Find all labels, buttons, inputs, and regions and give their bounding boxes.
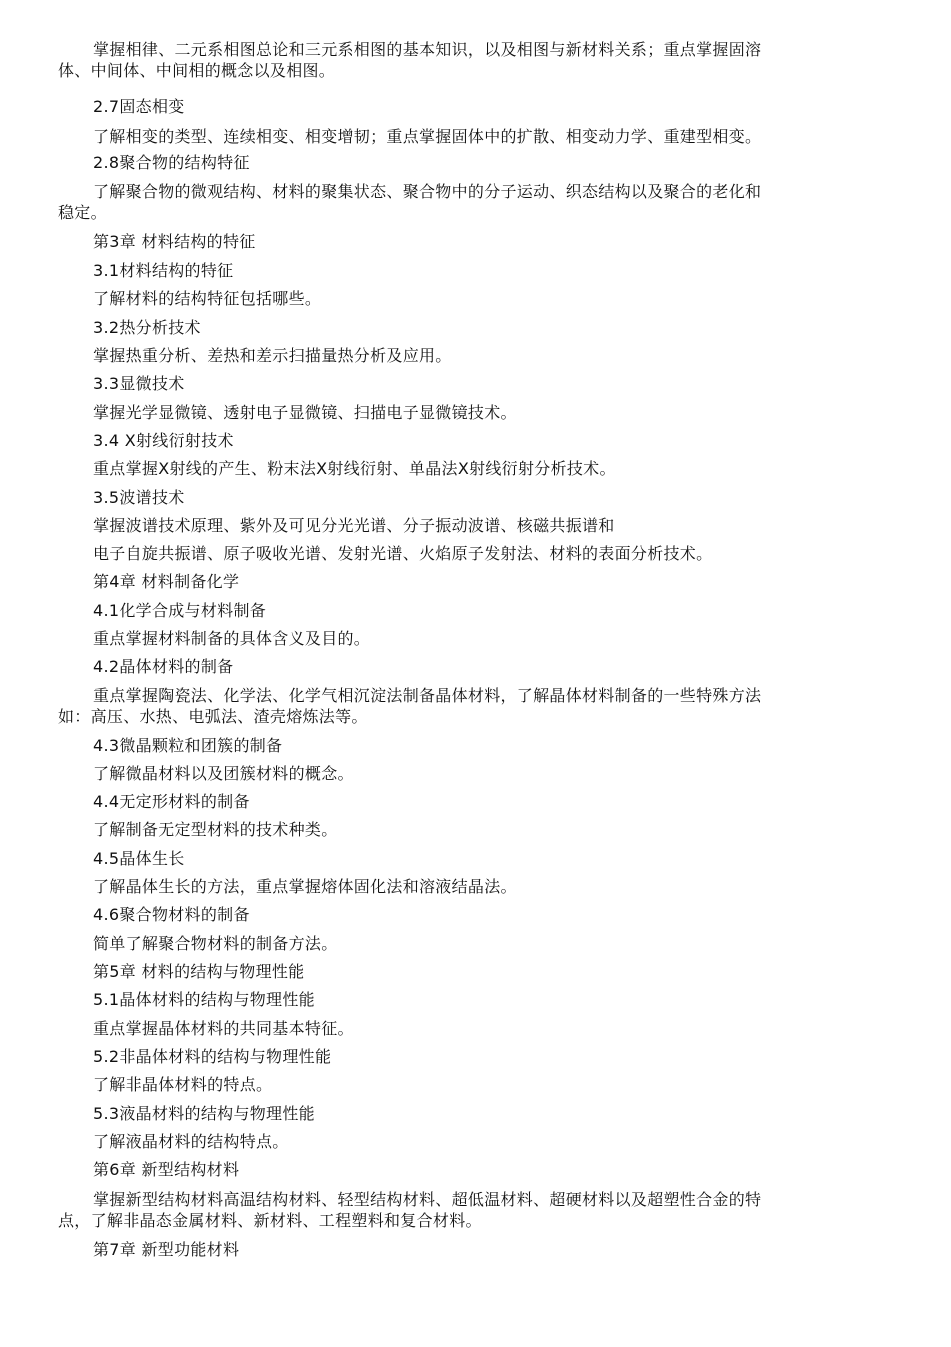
paragraph-line: 掌握波谱技术原理、紫外及可见分光光谱、分子振动波谱、核磁共振谱和 xyxy=(93,516,615,535)
section-heading: 4.3微晶颗粒和团簇的制备 xyxy=(93,736,283,755)
paragraph-line: 体、中间体、中间相的概念以及相图。 xyxy=(58,61,336,80)
paragraph-line: 了解聚合物的微观结构、材料的聚集状态、聚合物中的分子运动、织态结构以及聚合的老化和 xyxy=(93,182,762,201)
section-heading: 4.1化学合成与材料制备 xyxy=(93,601,267,620)
section-heading: 3.4 X射线衍射技术 xyxy=(93,431,234,450)
paragraph-line: 重点掌握陶瓷法、化学法、化学气相沉淀法制备晶体材料，了解晶体材料制备的一些特殊方法 xyxy=(93,686,762,705)
paragraph-line: 如：高压、水热、电弧法、渣壳熔炼法等。 xyxy=(58,707,368,726)
section-heading: 5.2非晶体材料的结构与物理性能 xyxy=(93,1047,332,1066)
section-heading: 3.5波谱技术 xyxy=(93,488,185,507)
paragraph-line: 了解微晶材料以及团簇材料的概念。 xyxy=(93,764,354,783)
section-heading: 4.5晶体生长 xyxy=(93,849,185,868)
chapter-heading: 第6章 新型结构材料 xyxy=(93,1160,240,1179)
paragraph-line: 稳定。 xyxy=(58,203,107,222)
section-heading: 5.1晶体材料的结构与物理性能 xyxy=(93,990,315,1009)
paragraph-line: 简单了解聚合物材料的制备方法。 xyxy=(93,934,338,953)
section-heading: 3.3显微技术 xyxy=(93,374,185,393)
section-heading: 4.4无定形材料的制备 xyxy=(93,792,250,811)
paragraph-line: 电子自旋共振谱、原子吸收光谱、发射光谱、火焰原子发射法、材料的表面分析技术。 xyxy=(93,544,713,563)
paragraph-line: 了解液晶材料的结构特点。 xyxy=(93,1132,289,1151)
section-heading: 5.3液晶材料的结构与物理性能 xyxy=(93,1104,315,1123)
paragraph-line: 了解制备无定型材料的技术种类。 xyxy=(93,820,338,839)
paragraph-line: 重点掌握X射线的产生、粉末法X射线衍射、单晶法X射线衍射分析技术。 xyxy=(93,459,616,478)
section-heading: 2.7固态相变 xyxy=(93,97,185,116)
paragraph-line: 了解相变的类型、连续相变、相变增韧；重点掌握固体中的扩散、相变动力学、重建型相变。 xyxy=(93,127,762,146)
paragraph-line: 了解材料的结构特征包括哪些。 xyxy=(93,289,322,308)
paragraph-line: 掌握光学显微镜、透射电子显微镜、扫描电子显微镜技术。 xyxy=(93,403,517,422)
section-heading: 4.6聚合物材料的制备 xyxy=(93,905,250,924)
section-heading: 3.2热分析技术 xyxy=(93,318,201,337)
section-heading: 4.2晶体材料的制备 xyxy=(93,657,234,676)
paragraph-line: 重点掌握材料制备的具体含义及目的。 xyxy=(93,629,371,648)
paragraph-line: 重点掌握晶体材料的共同基本特征。 xyxy=(93,1019,354,1038)
chapter-heading: 第3章 材料结构的特征 xyxy=(93,232,256,251)
chapter-heading: 第5章 材料的结构与物理性能 xyxy=(93,962,305,981)
paragraph-line: 点，了解非晶态金属材料、新材料、工程塑料和复合材料。 xyxy=(58,1211,482,1230)
paragraph-line: 掌握新型结构材料高温结构材料、轻型结构材料、超低温材料、超硬材料以及超塑性合金的特 xyxy=(93,1190,762,1209)
section-heading: 3.1材料结构的特征 xyxy=(93,261,234,280)
paragraph-line: 了解非晶体材料的特点。 xyxy=(93,1075,273,1094)
paragraph-line: 掌握相律、二元系相图总论和三元系相图的基本知识，以及相图与新材料关系；重点掌握固溶 xyxy=(93,40,762,59)
chapter-heading: 第4章 材料制备化学 xyxy=(93,572,240,591)
paragraph-line: 了解晶体生长的方法，重点掌握熔体固化法和溶液结晶法。 xyxy=(93,877,517,896)
section-heading: 2.8聚合物的结构特征 xyxy=(93,153,250,172)
chapter-heading: 第7章 新型功能材料 xyxy=(93,1240,240,1259)
paragraph-line: 掌握热重分析、差热和差示扫描量热分析及应用。 xyxy=(93,346,452,365)
